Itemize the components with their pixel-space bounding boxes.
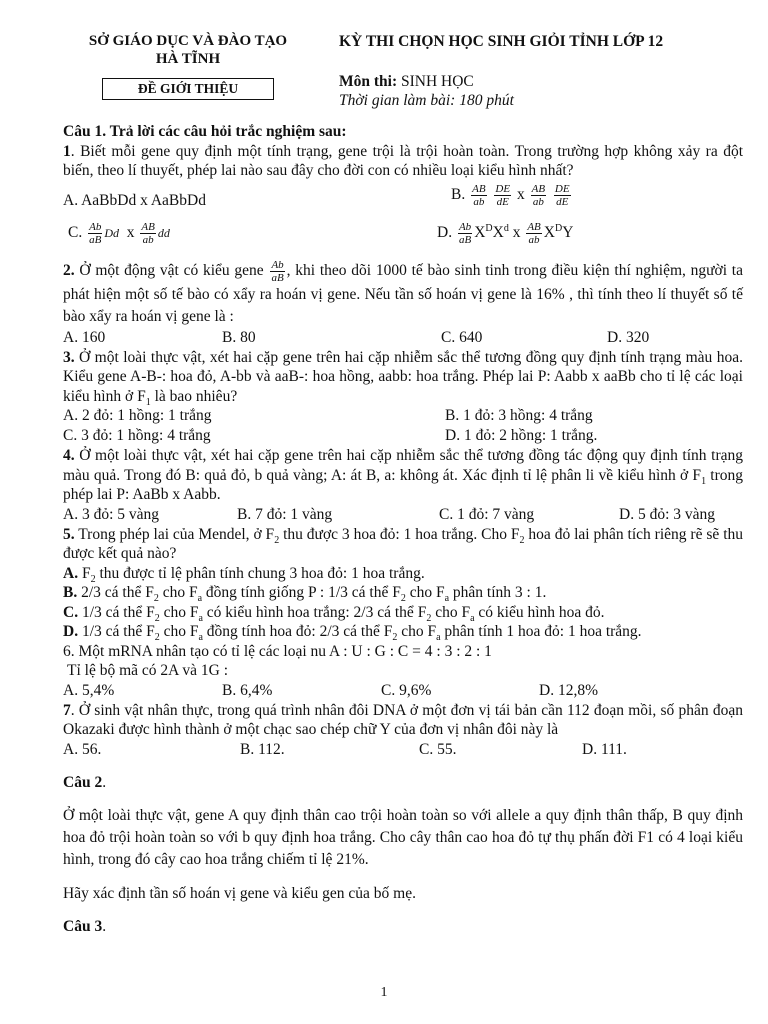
q3-options-cd: [63, 426, 743, 446]
subject-value: SINH HỌC: [401, 72, 474, 90]
department-line1: SỞ GIÁO DỤC VÀ ĐÀO TẠO: [88, 33, 288, 49]
fraction: $\frac{DE}{dE}$: [554, 182, 570, 208]
q1-stem: 1. Biết mỗi gene quy định một tính trạng, gene trội là trội hoàn toàn. Trong trường hợp không xảy ra đột biến, theo lí thuyết, phép lai nào sau đây cho đời con có nhiều loại kiểu hình nhất?: [63, 142, 743, 179]
q5-option-a: A. $F_2$ thu được tỉ lệ phân tính chung 3 hoa đỏ: 1 hoa trắng.: [63, 564, 425, 585]
q3-option-b: B. 1 đỏ: 3 hồng: 4 trắng: [445, 407, 593, 424]
fraction: $\frac{AB}{ab}$: [472, 182, 486, 208]
q1-options-cd: [63, 219, 743, 257]
fraction: $\frac{DE}{dE}$: [495, 182, 511, 208]
department-block: [63, 32, 313, 100]
q2-stem: 2. Ở một động vật có kiểu gene $\frac{Ab}{aB}$ , khi theo dõi 1000 tế bào sinh tinh trong điều kiện thí nghiệm, người ta phát hiện một số tế bào có xẩy ra hoán vị gene. Nếu tần số hoán vị gene là 16% , thì tính theo lí thuyết số tế bào xẩy ra hoán vị gene là :: [63, 258, 743, 325]
q6-options: [63, 681, 743, 701]
intro-exam-box: ĐỀ GIỚI THIỆU: [102, 78, 274, 100]
subject-label: Môn thi:: [339, 72, 398, 90]
q7-option-a: A. 56.: [63, 740, 102, 758]
question-3-title: Câu 3.: [63, 917, 107, 935]
q4-option-c: C. 1 đỏ: 7 vàng: [439, 505, 535, 523]
q1-options-ab: [63, 181, 743, 219]
q5-option-d: D. 1/3 cá thể $F_2$ cho $F_a$ đồng tính hoa đỏ: 2/3 cá thể $F_2$ cho $F_a$ phân tính 1 hoa đỏ: 1 hoa trắng.: [63, 623, 642, 644]
question-2-paragraph: Ở một loài thực vật, gene A quy định thân cao trội hoàn toàn so với allele a quy định thân thấp, B quy định hoa đỏ trội hoàn toàn so với b quy định hoa trắng. Cho cây thân cao hoa đỏ tự thụ phấn đời F1 có 4 loại kiểu hình, trong đó cây cao hoa trắng chiếm tỉ lệ 21%.: [63, 807, 743, 868]
subject-line: [339, 72, 749, 92]
q2-option-a: A. 160: [63, 328, 106, 346]
q7-option-d: D. 111.: [582, 740, 627, 758]
q6-option-b: B. 6,4%: [222, 681, 273, 699]
q6-option-c: C. 9,6%: [381, 681, 432, 699]
q7-stem: 7. Ở sinh vật nhân thực, trong quá trình nhân đôi DNA ở một đơn vị tái bản cần 112 đoạn mồi, số phân đoạn Okazaki được hình thành ở một chạc sao chép chữ Y của đơn vị nhân đôi này là: [63, 701, 743, 738]
q3-stem: 3. Ở một loài thực vật, xét hai cặp gene trên hai cặp nhiễm sắc thể tương đồng quy định tính trạng màu hoa. Kiểu gene A-B-: hoa đỏ, A-bb và aaB-: hoa hồng, aabb: hoa trắng. Phép lai P: Aabb x aaBb cho tỉ lệ các loại kiểu hình ở $F_1$ là bao nhiêu?: [63, 348, 743, 408]
fraction: $\frac{Ab}{aB}$: [458, 220, 472, 246]
q3-options-ab: [63, 406, 743, 426]
department-line2: HÀ TĨNH: [155, 51, 221, 67]
q1-option-b: B. $\frac{AB}{ab}$ $\frac{DE}{dE}$ x $\frac{AB}{ab}$ $\frac{DE}{dE}$: [451, 182, 570, 208]
q6-stem: 6. Một mRNA nhân tạo có tỉ lệ các loại nu A : U : G : C = 4 : 3 : 2 : 1: [63, 642, 492, 660]
q7-option-b: B. 112.: [240, 740, 285, 758]
q5-option-c: C. 1/3 cá thể $F_2$ cho $F_a$ có kiểu hình hoa trắng: 2/3 cá thể $F_2$ cho $F_a$ có kiểu hình hoa đỏ.: [63, 603, 605, 624]
q6-option-a: A. 5,4%: [63, 681, 115, 699]
fraction: $\frac{Ab}{aB}$: [89, 220, 102, 246]
q2-options: [63, 328, 743, 348]
q1-option-a: A. AaBbDd x AaBbDd: [63, 191, 206, 209]
q4-option-a: A. 3 đỏ: 5 vàng: [63, 505, 160, 523]
q7-options: [63, 740, 743, 760]
exam-header: [63, 32, 743, 116]
question-2-task: Hãy xác định tần số hoán vị gene và kiểu gen của bố mẹ.: [63, 885, 416, 902]
q3-option-c: C. 3 đỏ: 1 hồng: 4 trắng: [63, 427, 211, 444]
q1-option-d: D. $\frac{Ab}{aB}$ $X^DX^d$ x $\frac{AB}{ab}$ $X^DY$: [437, 220, 574, 246]
q2-option-d: D. 320: [607, 328, 650, 346]
q3-option-d: D. 1 đỏ: 2 hồng: 1 trắng.: [445, 427, 598, 444]
q2-option-b: B. 80: [222, 328, 256, 346]
q6-option-d: D. 12,8%: [539, 681, 598, 699]
q3-option-a: A. 2 đỏ: 1 hồng: 1 trắng: [63, 407, 212, 424]
q4-option-d: D. 5 đỏ: 3 vàng: [619, 505, 716, 523]
question-2-title: Câu 2.: [63, 773, 107, 791]
q6-sub-question: Tỉ lệ bộ mã có 2A và 1G :: [67, 662, 228, 679]
fraction: $\frac{AB}{ab}$: [141, 220, 155, 246]
page-number: 1: [380, 985, 388, 1000]
question-1-title: Câu 1. Trả lời các câu hỏi trắc nghiệm sau:: [63, 123, 347, 140]
q4-options: [63, 505, 743, 525]
q4-stem: 4. Ở một loài thực vật, xét hai cặp gene trên hai cặp nhiễm sắc thể tương đồng tác động quy định tính trạng màu quả. Trong đó B: quả đỏ, b quả vàng; A: át B, a: không át. Xác định tỉ lệ phân li về kiểu hình ở $F_1$ trong phép lai P: AaBb x Aabb.: [63, 447, 744, 503]
q4-option-b: B. 7 đỏ: 1 vàng: [237, 505, 333, 523]
fraction: $\frac{Ab}{aB}$: [271, 258, 284, 284]
exam-page: [63, 32, 743, 936]
q5-stem: 5. Trong phép lai của Mendel, ở $F_2$ thu được 3 hoa đỏ: 1 hoa trắng. Cho $F_2$ hoa đỏ lai phân tích riêng rẽ sẽ thu được kết quả nào?: [63, 525, 744, 562]
fraction: $\frac{AB}{ab}$: [527, 220, 541, 246]
q2-option-c: C. 640: [441, 328, 483, 346]
fraction: $\frac{AB}{ab}$: [531, 182, 546, 208]
q7-option-c: C. 55.: [419, 740, 457, 758]
q1-option-c: C. $\frac{Ab}{aB}$ Dd x $\frac{AB}{ab}$ dd: [68, 220, 170, 246]
q5-option-b: B. 2/3 cá thể $F_2$ cho $F_a$ đồng tính giống P : 1/3 cá thể $F_2$ cho $F_a$ phân tính 3 : 1.: [63, 584, 547, 605]
time-line: Thời gian làm bài: 180 phút: [339, 92, 514, 109]
exam-title: KỲ THI CHỌN HỌC SINH GIỎI TỈNH LỚP 12: [339, 33, 664, 50]
exam-info-block: [339, 32, 749, 111]
